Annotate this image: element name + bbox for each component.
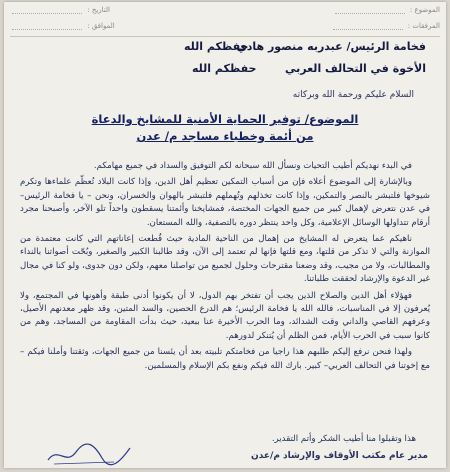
addressee-president — [24, 40, 426, 53]
subject-line-1: الموضوع/ توفير الحماية الأمنية للمشايخ والدعاة — [91, 112, 359, 126]
letter-subject — [4, 112, 446, 143]
letterhead-fields — [4, 2, 446, 36]
addressee-honorific: حفظكم الله — [184, 40, 249, 53]
date-field-label: التاريخ — [91, 6, 110, 14]
closing-line: هذا وتقبلوا منا أطيب الشكر وأتم التقدير. — [271, 434, 416, 444]
subject-field: الموضوع : — [335, 6, 440, 14]
subject-line-2: من أئمة وخطباء مساجد م/ عدن — [136, 129, 314, 143]
addressee-coalition — [24, 62, 426, 75]
greeting: السلام عليكم ورحمة الله وبركاته — [292, 90, 414, 100]
attachments-field-label: المرفقات — [412, 22, 440, 30]
date-field: التاريخ : — [12, 6, 110, 14]
agreement-field: الموافق : — [12, 22, 115, 30]
letter-body — [20, 160, 430, 376]
addressee-name: فخامة الرئيس/ عبدربه منصور هادي — [236, 40, 426, 53]
body-paragraph: فهؤلاء أهل الدين والصلاح الذين يجب أن تفتخر بهم الدول، لا أن يكونوا أدنى طبقة وأهونها في المجتمع، ولا يُعرفون إلا في المناسبات، فالله الله يا فخامة الرئيس؛ هم الدرع الحصين، والسد المتين، وقد ظهر معدنهم الأصيل، وعرفهم القاصي والداني وقت الشدائد، وما الحرب الأخيرة عنا ببعيد، حيث بدأت المقاومة من المساجد، وهم من كانوا سبب في الحرب الأيام، فمن الظلم أن يُتنكر لدورهم. — [20, 290, 430, 341]
addressee-name: الأخوة في التحالف العربي — [285, 62, 426, 75]
body-paragraph: ولهذا فنحن نرفع إليكم طلبهم هذا راجيا من فخامتكم تلبيته بعد أن يئسنا من جميع الجهات، وثقتنا وأملنا فيكم – مع إخوتنا في التحالف العربي– كبير. بارك الله فيكم ونفع بكم الإسلام والمسلمين. — [20, 347, 430, 371]
agreement-field-label: الموافق — [91, 22, 115, 30]
body-paragraph: وبالإشارة إلى الموضوع أعلاه فإن من أسباب التمكين تعظيم أهل الدين، وإذا كانت البلاد تُعظّم علماءها وتكرم شيوخها فلتبشر بالنصر والتمكين، وإذا كانت تخذلهم وتُهملهم فلتبشر بالهوان والخسران، ونحن – يا فخامة الرئيس– في عدن نتعرض لإهمال كبير من جميع الجهات المختصة، فمشايخنا وأئمتنا يسقطون واحداً تلو الآخر، وأصبحنا مجرد أرقام تتداولها الوسائل الإعلامية، وكل واحد ينتظر دوره بالتصفية، والله المستعان. — [20, 177, 430, 228]
signature-title: مدير عام مكتب الأوقاف والإرشاد م/عدن — [251, 451, 428, 461]
header-divider — [10, 36, 440, 37]
body-paragraph: في البدء نهديكم أطيب التحيات ونسأل الله سبحانه لكم التوفيق والسداد في جميع مهامكم. — [93, 161, 412, 171]
body-paragraph: ناهيكم عما يتعرض له المشايخ من إهمال من الناحية المادية حيث قُطعت إعاناتهم التي كانت معتمدة من الموازنة والتي لا تذكر من قلتها، ومع قلتها فإنها لم تعتمد إلى الآن، وقد طالبنا الكبير والصغير، وبُحّت أصواتنا بالنداء والمطالبات، ولا من مجيب، وقد وضعنا مقترحات وحلول لجميع من تواصلنا معهم، ولكن دون جدوى، ولو كنا في مجال غير الدعوة والإرشاد لحققت طلباتنا. — [20, 234, 430, 285]
attachments-field: المرفقات : — [333, 22, 440, 30]
addressee-honorific: حفظكم الله — [192, 62, 257, 75]
letter-page — [4, 2, 446, 468]
subject-field-label: الموضوع — [414, 6, 440, 14]
